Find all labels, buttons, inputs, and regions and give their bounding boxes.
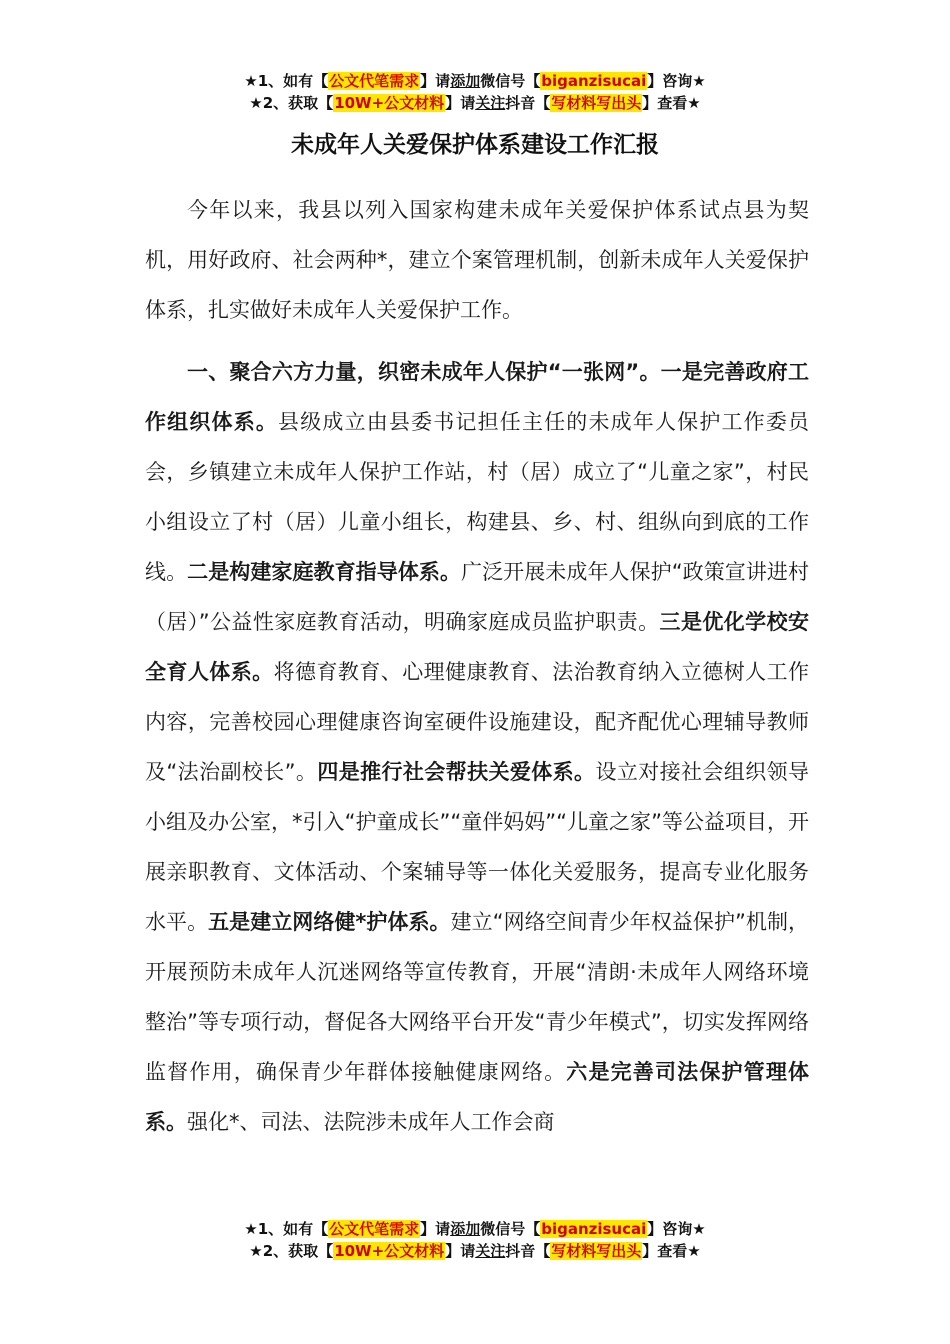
promo-text: 】咨询★	[647, 72, 706, 90]
promo-text: 抖音【	[505, 1242, 551, 1260]
promo-text: 】请	[445, 94, 476, 112]
promo-highlight-douyin: 写材料写出头	[551, 94, 642, 112]
item-5-lead: 五是建立网络健*护体系。	[208, 910, 451, 934]
header-promo-banner	[0, 70, 950, 114]
footer-promo-banner	[0, 1218, 950, 1262]
promo-highlight-materials: 10W+公文材料	[334, 1242, 445, 1260]
promo-text: ★2、获取【	[249, 1242, 334, 1260]
promo-text: 微信号【	[480, 1220, 541, 1238]
promo-text: 抖音【	[505, 94, 551, 112]
promo-highlight-materials: 10W+公文材料	[334, 94, 445, 112]
item-6-lead: 六是完善司法保护管理体系。	[145, 1060, 810, 1134]
promo-highlight-wechat-id: biganzisucai	[541, 72, 647, 90]
promo-text: 】请	[420, 1220, 451, 1238]
promo-underline-follow: 关注	[475, 94, 506, 112]
item-5-text: 建立“网络空间青少年权益保护”机制，开展预防未成年人沉迷网络等宣传教育，开展“清朗·未成年人网络环境整治”等专项行动，督促各大网络平台开发“青少年模式”，切实发挥网络监督作用，确保青少年群体接触健康网络。	[145, 910, 809, 1084]
promo-text: ★2、获取【	[249, 94, 334, 112]
promo-highlight-douyin: 写材料写出头	[551, 1242, 642, 1260]
promo-line-2	[0, 92, 950, 114]
promo-underline-follow: 关注	[475, 1242, 506, 1260]
promo-line-2	[0, 1240, 950, 1262]
promo-text: 】查看★	[642, 1242, 701, 1260]
item-4-text: 设立对接社会组织领导小组及办公室，*引入“护童成长”“童伴妈妈”“儿童之家”等公益项目，开展亲职教育、文体活动、个案辅导等一体化关爱服务，提高专业化服务水平。	[145, 760, 810, 934]
document-title: 未成年人关爱保护体系建设工作汇报	[291, 132, 659, 158]
item-2-lead: 二是构建家庭教育指导体系。	[187, 560, 462, 584]
promo-text: ★1、如有【	[244, 1220, 329, 1238]
item-1-lead: 一是完善政府工作组织体系。	[145, 360, 809, 434]
intro-paragraph: 今年以来，我县以列入国家构建未成年关爱保护体系试点县为契机，用好政府、社会两种*，建立个案管理机制，创新未成年人关爱保护体系，扎实做好未成年人关爱保护工作。	[145, 198, 809, 322]
section-1-paragraph	[145, 347, 809, 1147]
promo-text: 】请	[445, 1242, 476, 1260]
promo-line-1	[0, 70, 950, 92]
promo-highlight-service: 公文代笔需求	[329, 1220, 420, 1238]
promo-line-1	[0, 1218, 950, 1240]
section-1-heading: 一、聚合六方力量，织密未成年人保护“一张网”。	[187, 360, 661, 384]
promo-underline-add: 添加	[450, 1220, 481, 1238]
promo-highlight-service: 公文代笔需求	[329, 72, 420, 90]
promo-text: 】咨询★	[647, 1220, 706, 1238]
item-3-text: 将德育教育、心理健康教育、法治教育纳入立德树人工作内容，完善校园心理健康咨询室硬件设施建设，配齐配优心理辅导教师及“法治副校长”。	[145, 660, 810, 784]
promo-text: 】请	[420, 72, 451, 90]
promo-text: ★1、如有【	[244, 72, 329, 90]
item-3-lead: 三是优化学校安全育人体系。	[145, 610, 809, 684]
item-1-text: 县级成立由县委书记担任主任的未成年人保护工作委员会，乡镇建立未成年人保护工作站，村（居）成立了“儿童之家”，村民小组设立了村（居）儿童小组长，构建县、乡、村、组纵向到底的工作线。	[145, 410, 810, 584]
promo-underline-add: 添加	[450, 72, 481, 90]
item-2-text: 广泛开展未成年人保护“政策宣讲进村（居）”公益性家庭教育活动，明确家庭成员监护职责。	[145, 560, 809, 634]
promo-highlight-wechat-id: biganzisucai	[541, 1220, 647, 1238]
item-4-lead: 四是推行社会帮扶关爱体系。	[317, 760, 596, 784]
promo-text: 】查看★	[642, 94, 701, 112]
promo-text: 微信号【	[480, 72, 541, 90]
item-6-text: 强化*、司法、法院涉未成年人工作会商	[187, 1110, 555, 1134]
